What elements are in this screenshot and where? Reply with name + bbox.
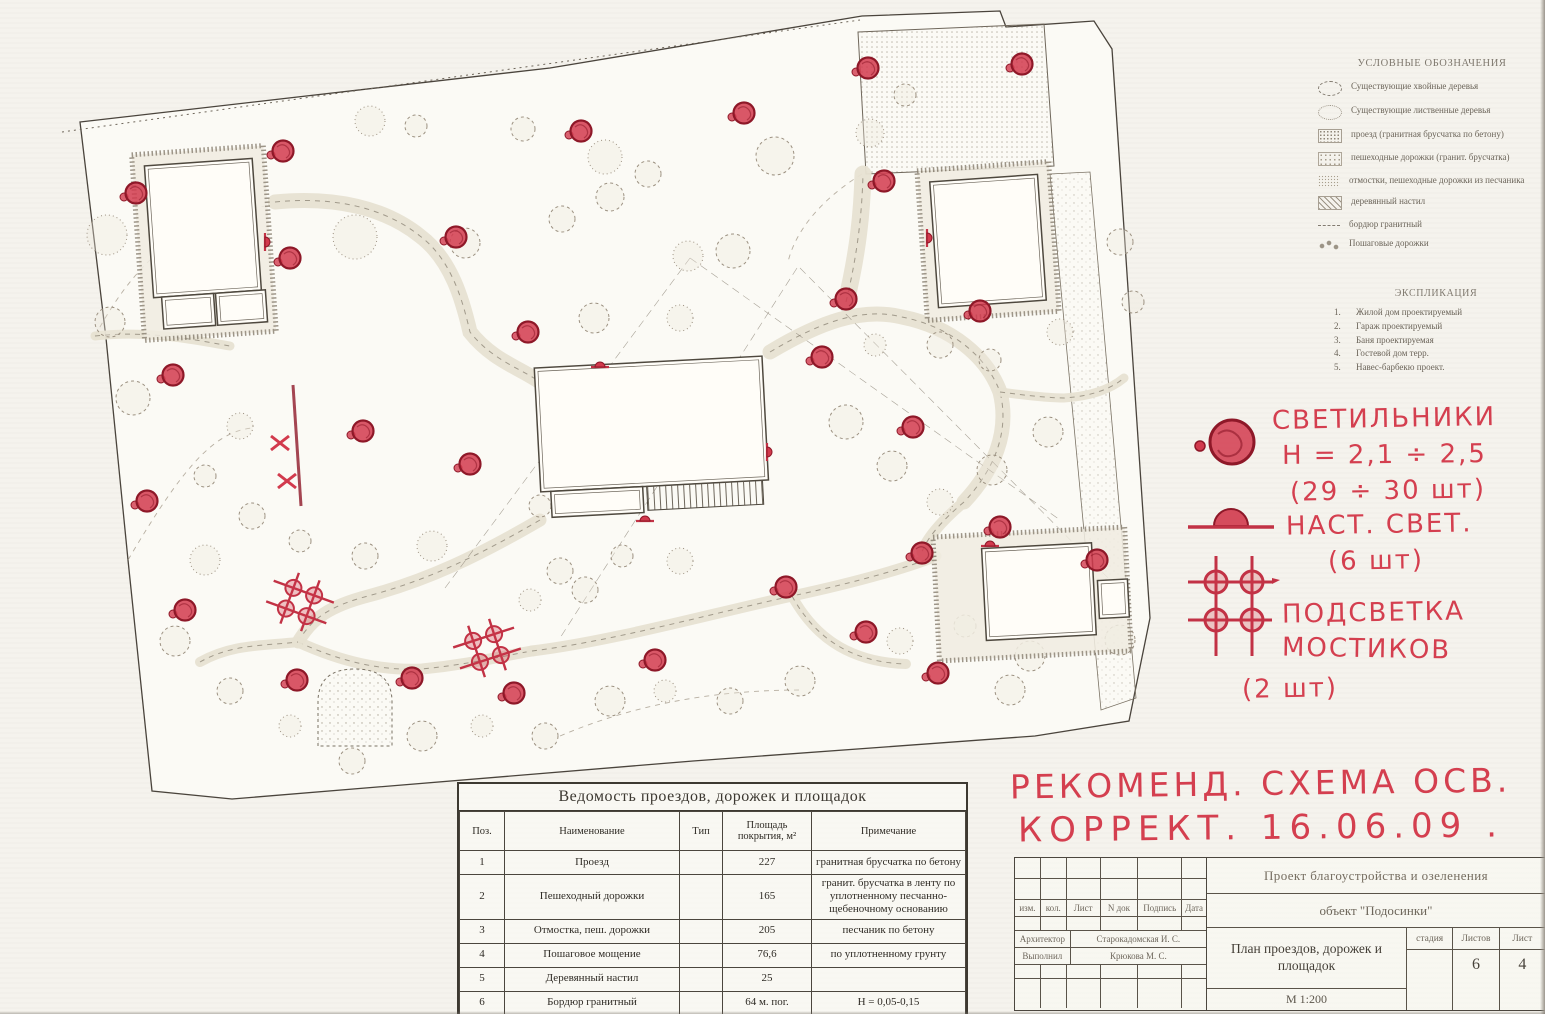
tree-symbol: [239, 503, 265, 529]
stamp-cell: [1067, 879, 1101, 899]
table-row: [460, 943, 966, 967]
drawing-scale: М 1:200: [1207, 988, 1406, 1010]
table-cell: 165: [723, 875, 812, 920]
stamp-cell: [1041, 917, 1067, 930]
note-line2: КОРРЕКТ. 16.06.09 .: [1017, 805, 1505, 851]
annotation-lamps-count: (29 ÷ 30 шт): [1289, 474, 1487, 508]
explication-item-label: Жилой дом проектируемый: [1356, 307, 1463, 317]
table-cell: [680, 943, 723, 967]
tree-symbol: [635, 161, 661, 187]
tree-symbol: [579, 303, 609, 333]
wall-light-legend-icon: [1186, 494, 1278, 538]
tree-symbol: [279, 715, 301, 737]
tree-symbol: [1047, 319, 1073, 345]
stamp-col-label: Лист: [1067, 900, 1101, 916]
stamp-cell: [1138, 979, 1182, 1008]
stamp-col-label: изм.: [1015, 900, 1041, 916]
explication-item-number: 4.: [1334, 348, 1341, 359]
table-cell: 4: [460, 943, 505, 967]
tree-symbol: [87, 215, 127, 255]
legend-item: [1318, 105, 1545, 120]
legend-items: [1318, 81, 1545, 251]
tree-symbol: [519, 589, 541, 611]
table-cell: [680, 919, 723, 943]
explication-item: [1330, 348, 1542, 359]
building-2: [534, 356, 770, 518]
annotation-wall-light-title: НАСТ. СВЕТ.: [1285, 508, 1473, 542]
stamp-cell: [1182, 879, 1206, 899]
table-cell: 3: [460, 919, 505, 943]
role-name: Старокадомская И. С.: [1096, 934, 1181, 944]
legend-item: [1318, 238, 1545, 251]
tree-symbol: [405, 115, 427, 137]
stamp-cell: [1015, 858, 1041, 878]
annotation-bridge-title2: МОСТИКОВ: [1281, 632, 1452, 666]
stage-value: [1407, 950, 1453, 1010]
explication-item-label: Навес-барбекю проект.: [1356, 362, 1445, 372]
sheets-value: 6: [1453, 950, 1499, 1010]
explication-item-label: Гостевой дом терр.: [1356, 348, 1429, 359]
stamp-cell: [1015, 979, 1041, 1008]
tree-symbol: [352, 543, 378, 569]
title-block-signatures: [1015, 858, 1207, 1010]
tree-symbol: [829, 405, 863, 439]
tree-symbol: [471, 715, 493, 737]
wooden-deck: [318, 669, 392, 746]
tree-symbol: [407, 721, 437, 751]
tree-symbol: [417, 531, 447, 561]
drawing-title: План проездов, дорожек и площадок: [1230, 941, 1383, 973]
tree-symbol: [1107, 229, 1133, 255]
tree-symbol: [217, 678, 243, 704]
stamp-col-label: N док: [1101, 900, 1139, 916]
swatch-dots-light-icon: [1318, 152, 1342, 166]
legend-item-label: деревянный настил: [1351, 196, 1426, 206]
stamp-cell: [1138, 965, 1182, 978]
legend-item-label: Существующие хвойные деревья: [1351, 81, 1479, 91]
table-cell: 227: [723, 851, 812, 875]
legend: [1318, 58, 1545, 260]
stamp-cell: [1015, 917, 1041, 930]
stamp-cell: [1101, 858, 1139, 878]
tree-symbol: [333, 215, 377, 259]
stamp-cell: [1138, 858, 1182, 878]
scan-edge: [1540, 0, 1545, 1014]
tree-symbol: [667, 548, 693, 574]
stamp-cell: [1138, 879, 1182, 899]
swatch-hatch-icon: [1318, 196, 1342, 210]
table-cell: [680, 875, 723, 920]
stamp-cell: [1041, 879, 1067, 899]
stamp-cell: [1182, 858, 1206, 878]
legend-item-label: проезд (гранитная брусчатка по бетону): [1351, 129, 1504, 139]
building-outline: [551, 487, 644, 518]
table-row: [460, 919, 966, 943]
sheet-label: Лист: [1512, 933, 1533, 944]
stamp-cell: [1067, 965, 1101, 978]
table-row: [460, 967, 966, 991]
stamp-cell: [1041, 858, 1067, 878]
tree-symbol: [667, 305, 693, 331]
tree-symbol: [673, 241, 703, 271]
deciduous-tree-icon: [1318, 105, 1342, 120]
tree-symbol: [116, 381, 150, 415]
tree-symbol: [864, 334, 886, 356]
tree-symbol: [927, 489, 953, 515]
tree-symbol: [977, 455, 1007, 485]
tree-symbol: [595, 686, 625, 716]
stamp-cell: [1101, 965, 1139, 978]
table-cell: по уплотненному грунту: [812, 943, 966, 967]
swatch-speckle-icon: [1318, 175, 1340, 187]
building-outline: [930, 174, 1047, 307]
table-cell: гранитная брусчатка по бетону: [812, 851, 966, 875]
bridge-lighting-legend-icon: [1188, 548, 1284, 666]
stamp-cell: [1067, 917, 1101, 930]
legend-item: [1318, 129, 1545, 143]
table-cell: 2: [460, 875, 505, 920]
tree-symbol: [611, 545, 633, 567]
annotation-bridge-count: (2 шт): [1241, 673, 1339, 705]
stamp-col-label: Подпись: [1138, 900, 1182, 916]
table-title: Ведомость проездов, дорожек и площадок: [459, 784, 966, 811]
stamp-col-label: кол.: [1041, 900, 1067, 916]
tree-symbol: [894, 84, 916, 106]
stamp-cell: [1041, 965, 1067, 978]
tree-symbol: [160, 626, 190, 656]
column-header: Тип: [680, 812, 723, 851]
swatch-dots-icon: [1318, 129, 1342, 143]
legend-item-label: отмостки, пешеходные дорожки из песчаника: [1349, 175, 1525, 185]
stamp-cell: [1015, 965, 1041, 978]
table-cell: Деревянный настил: [505, 967, 680, 991]
conifer-tree-icon: [1318, 81, 1342, 96]
tree-symbol: [194, 465, 216, 487]
handwritten-annotations: [1186, 398, 1545, 710]
annotation-wall-light-count: (6 шт): [1327, 545, 1425, 577]
project-title: Проект благоустройства и озеленения: [1207, 858, 1545, 894]
explication-item-number: 5.: [1334, 362, 1341, 372]
legend-item: [1318, 152, 1545, 166]
handwritten-note: [1002, 760, 1545, 860]
legend-title: УСЛОВНЫЕ ОБОЗНАЧЕНИЯ: [1357, 58, 1507, 69]
table-cell: 64 м. пог.: [723, 991, 812, 1014]
tree-symbol: [588, 140, 622, 174]
tree-symbol: [716, 234, 750, 268]
tree-symbol: [717, 688, 743, 714]
explication-item: [1330, 321, 1542, 332]
tree-symbol: [227, 413, 253, 439]
tree-symbol: [995, 675, 1025, 705]
explication-items: [1330, 307, 1542, 373]
tree-symbol: [532, 723, 558, 749]
annotation-lamps-title: СВЕТИЛЬНИКИ: [1271, 402, 1497, 436]
step-stones-icon: [1318, 238, 1340, 251]
table-cell: 1: [460, 851, 505, 875]
stage-label: стадия: [1407, 928, 1453, 949]
stamp-cell: [1182, 965, 1206, 978]
building-outline: [982, 543, 1097, 641]
table-cell: гранит. брусчатка в ленту по уплотненному песчанно-щебеночному основанию: [812, 875, 966, 920]
legend-item-label: Пошаговые дорожки: [1349, 238, 1429, 249]
explication: [1330, 288, 1542, 376]
table-cell: Проезд: [505, 851, 680, 875]
column-header: Поз.: [460, 812, 505, 851]
dash-line-icon: [1318, 225, 1340, 226]
table-cell: 76,6: [723, 943, 812, 967]
stamp-cell: [1067, 858, 1101, 878]
table-cell: Пешеходный дорожки: [505, 875, 680, 920]
tree-symbol: [1033, 417, 1063, 447]
explication-item: [1330, 335, 1542, 346]
sheets-label: Листов: [1453, 928, 1499, 949]
role-label: Выполнил: [1015, 948, 1071, 964]
legend-item-label: пешеходные дорожки (гранит. брусчатка): [1351, 152, 1510, 162]
legend-item: [1318, 219, 1545, 229]
stamp-cell: [1041, 979, 1067, 1008]
column-header: Площадь покрытия, м²: [723, 812, 812, 851]
legend-item: [1318, 196, 1545, 210]
tree-symbol: [1122, 291, 1144, 313]
driveway-area: [858, 24, 1054, 174]
materials-table: [457, 782, 968, 1014]
annotation-lamps-height: Н = 2,1 ÷ 2,5: [1281, 439, 1488, 471]
table-cell: 6: [460, 991, 505, 1014]
tree-symbol: [511, 117, 535, 141]
lamp-legend-icon: [1192, 412, 1262, 474]
table-header-row: [460, 812, 966, 851]
explication-item-number: 3.: [1334, 334, 1341, 345]
title-block: [1014, 857, 1545, 1011]
tree-symbol: [856, 119, 884, 147]
tree-symbol: [927, 332, 953, 358]
table-cell: 25: [723, 967, 812, 991]
explication-item: [1330, 307, 1542, 318]
stamp-cell: [1138, 917, 1182, 930]
legend-item: [1318, 81, 1545, 96]
tree-symbol: [756, 137, 794, 175]
table-cell: Н = 0,05-0,15: [812, 991, 966, 1014]
tree-symbol: [572, 577, 598, 603]
table-cell: [812, 967, 966, 991]
annotation-bridge-title1: ПОДСВЕТКА: [1281, 596, 1466, 630]
sheet-value: 4: [1518, 956, 1527, 973]
stamp-cell: [1067, 979, 1101, 1008]
table-cell: [680, 967, 723, 991]
role-name: Крюкова М. С.: [1109, 951, 1167, 961]
tree-symbol: [596, 183, 624, 211]
tree-symbol: [355, 106, 385, 136]
building-outline: [144, 158, 261, 297]
tree-symbol: [547, 558, 573, 584]
legend-item-label: бордюр гранитный: [1349, 219, 1422, 229]
explication-item-number: 1.: [1334, 307, 1341, 317]
table-row: [460, 851, 966, 875]
tree-symbol: [190, 545, 220, 575]
explication-item-label: Баня проектируемая: [1356, 334, 1434, 345]
table-cell: Бордюр гранитный: [505, 991, 680, 1014]
tree-symbol: [529, 495, 551, 517]
stamp-cell: [1182, 917, 1206, 930]
tree-symbol: [654, 680, 676, 702]
tree-symbol: [289, 530, 311, 552]
building-4: [933, 527, 1131, 661]
tree-symbol: [95, 307, 125, 337]
tree-symbol: [877, 451, 907, 481]
explication-item: [1330, 362, 1542, 373]
stamp-cell: [1182, 979, 1206, 1008]
column-header: Наименование: [505, 812, 680, 851]
table-cell: Отмостка, пеш. дорожки: [505, 919, 680, 943]
stamp-cell: [1101, 917, 1139, 930]
explication-title: ЭКСПЛИКАЦИЯ: [1394, 288, 1478, 299]
table-cell: песчаник по бетону: [812, 919, 966, 943]
note-line1: РЕКОМЕНД. СХЕМА ОСВ.: [1009, 760, 1512, 807]
legend-item: [1318, 175, 1545, 187]
building-1: [132, 146, 277, 341]
building-3: [917, 162, 1059, 321]
stamp-cell: [1015, 879, 1041, 899]
building-outline: [534, 356, 768, 492]
tree-symbol: [887, 628, 913, 654]
project-object: объект "Подосинки": [1207, 894, 1545, 928]
table-cell: Пошаговое мощение: [505, 943, 680, 967]
table-cell: 5: [460, 967, 505, 991]
stamp-cell: [1101, 879, 1139, 899]
column-header: Примечание: [812, 812, 966, 851]
table-cell: [680, 851, 723, 875]
explication-item-label: Гараж проектируемый: [1356, 320, 1443, 331]
table-row: [460, 875, 966, 920]
tree-symbol: [339, 748, 365, 774]
stamp-cell: [1101, 979, 1139, 1008]
role-label: Архитектор: [1015, 931, 1071, 947]
table-cell: 205: [723, 919, 812, 943]
tree-symbol: [549, 206, 575, 232]
legend-item-label: Существующие лиственные деревья: [1351, 105, 1491, 115]
explication-item-number: 2.: [1334, 320, 1341, 331]
tree-symbol: [979, 349, 1001, 371]
tree-symbol: [785, 666, 815, 696]
stamp-col-label: Дата: [1185, 903, 1204, 913]
